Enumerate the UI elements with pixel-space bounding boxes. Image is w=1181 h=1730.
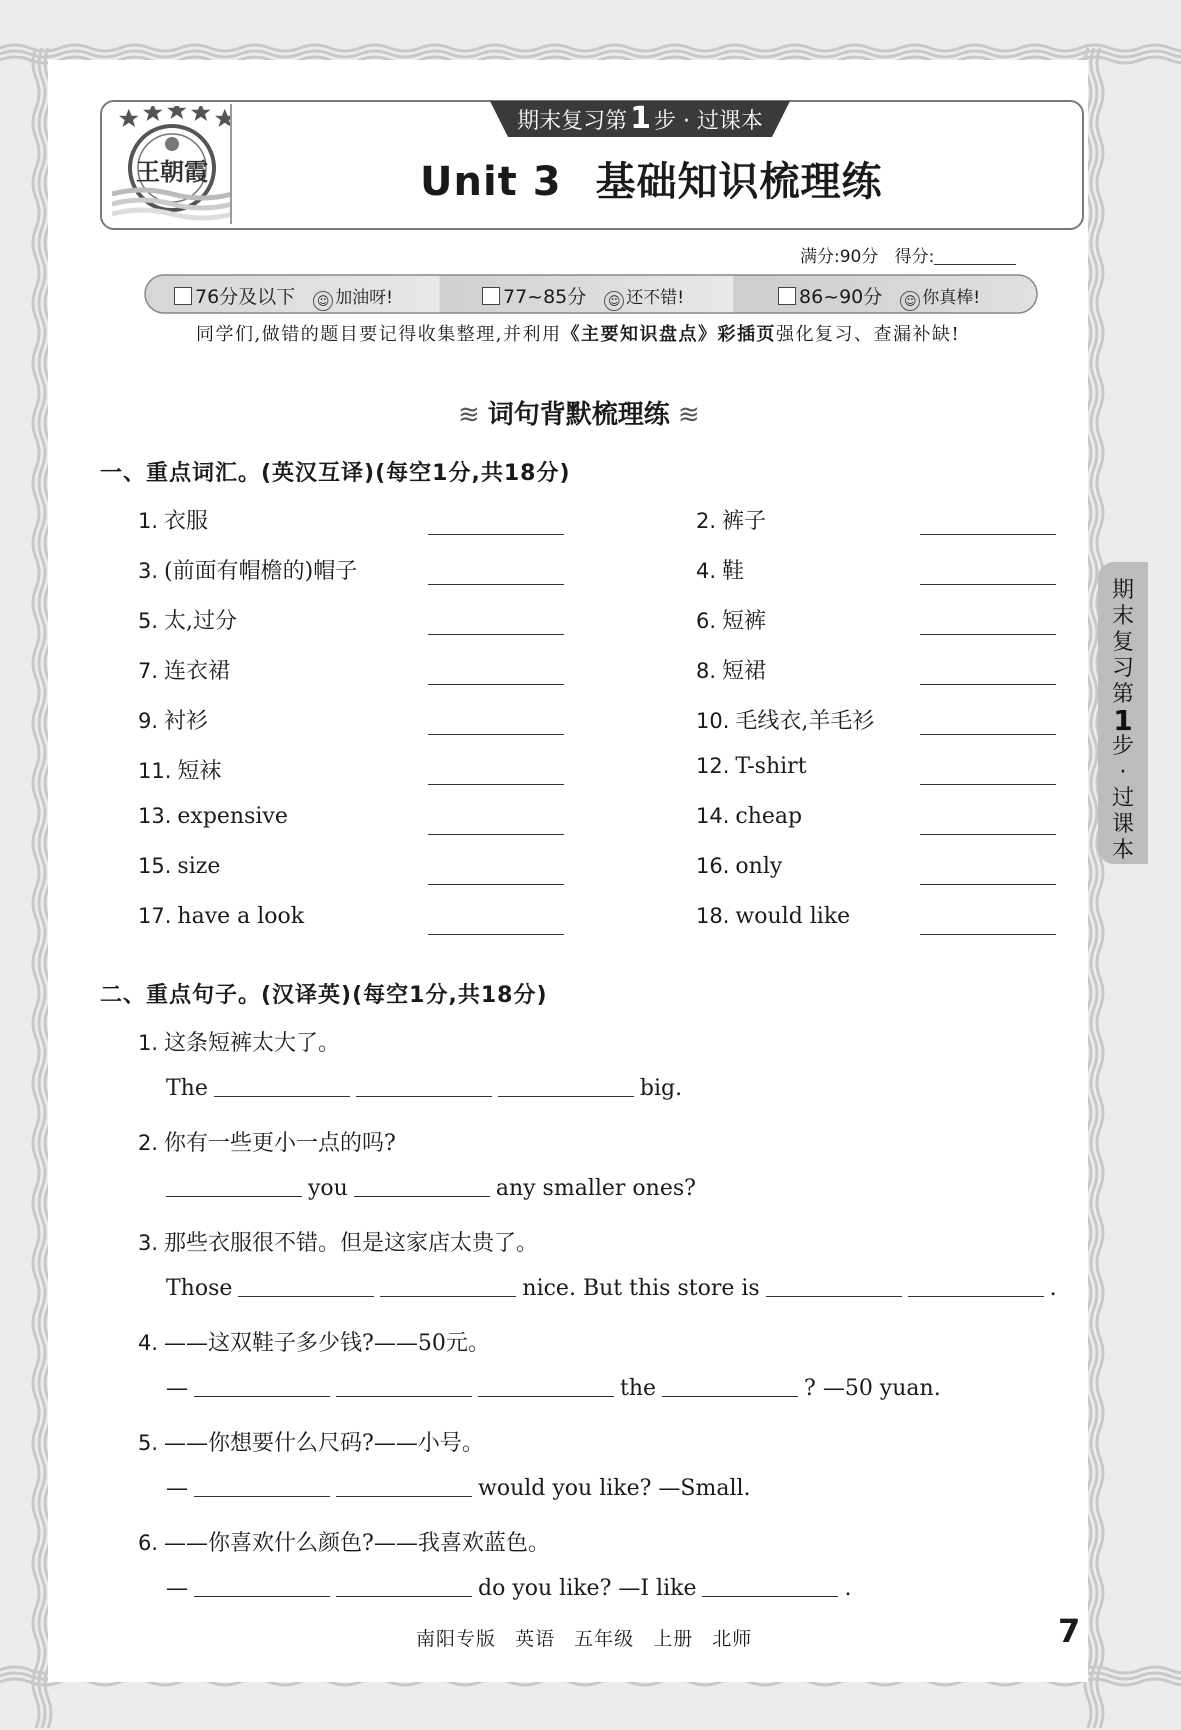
item-number: 3.: [138, 559, 159, 583]
sentence-word: any smaller ones?: [495, 1176, 696, 1201]
unit-subtitle: 基础知识梳理练: [595, 159, 883, 205]
publisher-logo: [112, 106, 232, 222]
vocab-item: [696, 804, 802, 829]
item-prompt: size: [177, 854, 221, 879]
item-number: 13.: [138, 804, 172, 828]
item-prompt: 连衣裙: [164, 659, 231, 684]
sentence-answer-line: [166, 1576, 857, 1601]
notice-post: 强化复习、查漏补缺!: [775, 324, 961, 345]
item-number: 5.: [138, 1431, 159, 1455]
vocab-item: [696, 604, 766, 635]
item-prompt: 短裤: [722, 609, 767, 634]
item-prompt: 短裙: [722, 659, 767, 684]
answer-blank[interactable]: [702, 1576, 838, 1597]
part2-heading: 二、重点句子。(汉译英)(每空1分,共18分): [100, 983, 548, 1008]
answer-blank[interactable]: [428, 734, 564, 735]
answer-blank[interactable]: [920, 584, 1056, 585]
vocab-item: [138, 554, 357, 585]
item-number: 12.: [696, 754, 730, 778]
item-number: 4.: [138, 1331, 159, 1355]
grade-cheer: 你真棒!: [922, 288, 981, 308]
side-tab-step: 1: [1113, 704, 1133, 737]
answer-blank[interactable]: [908, 1276, 1044, 1297]
footer-volume: 上册: [653, 1628, 694, 1650]
svg-text:王朝霞: 王朝霞: [136, 157, 208, 186]
answer-blank[interactable]: [356, 1076, 492, 1097]
answer-blank[interactable]: [214, 1076, 350, 1097]
sentence-chinese: ——这双鞋子多少钱?——50元。: [164, 1331, 490, 1356]
footer-info: [416, 1624, 752, 1651]
item-number: 11.: [138, 759, 172, 783]
answer-blank[interactable]: [428, 784, 564, 785]
sentence-word: —: [166, 1376, 188, 1401]
score-line: [800, 242, 1016, 267]
score-blank[interactable]: [934, 264, 1016, 265]
vocab-item: [138, 654, 230, 685]
sentence-prompt: [138, 1426, 484, 1457]
vocab-item: [138, 804, 288, 829]
item-number: 2.: [138, 1131, 159, 1155]
answer-blank[interactable]: [194, 1476, 330, 1497]
wave-icon: ≋: [677, 400, 700, 430]
page-number: 7: [1058, 1612, 1081, 1650]
sentence-word: you: [308, 1176, 348, 1201]
smiley-icon: ☺: [313, 291, 333, 311]
item-prompt: have a look: [177, 904, 305, 929]
sentence-prompt: [138, 1526, 550, 1557]
footer-subject: 英语: [515, 1628, 556, 1650]
answer-blank[interactable]: [662, 1376, 798, 1397]
smiley-icon: ☺: [604, 291, 624, 311]
footer-publisher: 北师: [712, 1628, 753, 1650]
answer-blank[interactable]: [336, 1476, 472, 1497]
footer-grade: 五年级: [574, 1628, 635, 1650]
logo-divider: [230, 104, 232, 224]
sentence-chinese: 那些衣服很不错。但是这家店太贵了。: [164, 1231, 539, 1256]
notice-text: [196, 320, 960, 346]
side-tab-label: [1108, 578, 1138, 864]
answer-blank[interactable]: [194, 1576, 330, 1597]
sentence-word: The: [166, 1076, 208, 1101]
sentence-prompt: [138, 1026, 340, 1057]
answer-blank[interactable]: [354, 1176, 490, 1197]
vocab-item: [138, 704, 208, 735]
sentence-word: ? —50 yuan.: [804, 1376, 941, 1401]
unit-label: Unit 3: [420, 159, 562, 205]
part1-heading: 一、重点词汇。(英汉互译)(每空1分,共18分): [100, 461, 571, 486]
answer-blank[interactable]: [920, 784, 1056, 785]
answer-blank[interactable]: [920, 884, 1056, 885]
sentence-word: .: [1049, 1276, 1057, 1301]
item-number: 17.: [138, 904, 172, 928]
grade-cheer: 还不错!: [626, 288, 685, 308]
item-number: 5.: [138, 609, 159, 633]
sentence-answer-line: [166, 1476, 757, 1501]
answer-blank[interactable]: [428, 634, 564, 635]
item-number: 6.: [696, 609, 717, 633]
full-score: 满分:90分: [800, 247, 879, 267]
banner-suffix: 步 · 过课本: [653, 109, 763, 134]
banner-prefix: 期末复习第: [517, 109, 628, 134]
item-number: 7.: [138, 659, 159, 683]
sentence-word: —: [166, 1476, 188, 1501]
item-prompt: would like: [735, 904, 851, 929]
item-prompt: 裤子: [722, 509, 767, 534]
answer-blank[interactable]: [428, 834, 564, 835]
item-number: 10.: [696, 709, 730, 733]
sentence-prompt: [138, 1326, 490, 1357]
item-prompt: 鞋: [722, 559, 745, 584]
item-number: 1.: [138, 1031, 159, 1055]
item-number: 1.: [138, 509, 159, 533]
answer-blank[interactable]: [766, 1276, 902, 1297]
answer-blank[interactable]: [238, 1276, 374, 1297]
sentence-word: the: [620, 1376, 657, 1401]
sentence-answer-line: [166, 1276, 1063, 1301]
answer-blank[interactable]: [498, 1076, 634, 1097]
grade-option-high: [778, 282, 980, 311]
notice-bold: 《主要知识盘点》彩插页: [561, 324, 776, 345]
notice-pre: 同学们,做错的题目要记得收集整理,并利用: [196, 324, 562, 345]
answer-blank[interactable]: [428, 534, 564, 535]
wave-icon: ≋: [458, 400, 480, 430]
grade-range: 77~85分: [503, 286, 587, 308]
score-label: 得分:: [894, 247, 935, 267]
vocab-item: [696, 704, 874, 735]
banner-step: 1: [630, 101, 651, 136]
item-prompt: expensive: [177, 804, 288, 829]
answer-blank[interactable]: [194, 1376, 330, 1397]
side-tab-pre: 期 末 复 习 第: [1111, 578, 1134, 707]
answer-blank[interactable]: [428, 934, 564, 935]
sentence-chinese: ——你喜欢什么颜色?——我喜欢蓝色。: [164, 1531, 550, 1556]
answer-blank[interactable]: [166, 1176, 302, 1197]
item-prompt: T-shirt: [735, 754, 807, 779]
sentence-word: —: [166, 1576, 188, 1601]
sentence-chinese: ——你想要什么尺码?——小号。: [164, 1431, 484, 1456]
sentence-answer-line: [166, 1176, 702, 1201]
item-number: 15.: [138, 854, 172, 878]
sentence-word: do you like? —I like: [478, 1576, 697, 1601]
item-number: 3.: [138, 1231, 159, 1255]
section-title: [450, 394, 708, 431]
header-banner: [490, 101, 790, 137]
item-prompt: 短袜: [177, 759, 222, 784]
footer-edition: 南阳专版: [416, 1628, 497, 1650]
sentence-chinese: 你有一些更小一点的吗?: [164, 1131, 396, 1156]
sentence-prompt: [138, 1126, 396, 1157]
answer-blank[interactable]: [380, 1276, 516, 1297]
unit-title: [420, 150, 883, 207]
grade-range: 86~90分: [799, 286, 883, 308]
item-prompt: 衣服: [164, 509, 209, 534]
vocab-item: [138, 604, 237, 635]
item-number: 6.: [138, 1531, 159, 1555]
item-number: 8.: [696, 659, 717, 683]
grade-option-mid: [482, 282, 684, 311]
vocab-item: [696, 904, 850, 929]
item-prompt: cheap: [735, 804, 803, 829]
sentence-word: Those: [166, 1276, 233, 1301]
vocab-item: [696, 754, 807, 779]
answer-blank[interactable]: [478, 1376, 614, 1397]
answer-blank[interactable]: [920, 834, 1056, 835]
item-prompt: 毛线衣,羊毛衫: [735, 709, 875, 734]
sentence-answer-line: [166, 1076, 688, 1101]
vocab-item: [138, 904, 304, 929]
answer-blank[interactable]: [920, 634, 1056, 635]
sentence-answer-line: [166, 1376, 947, 1401]
item-number: 4.: [696, 559, 717, 583]
grade-option-low: [174, 282, 393, 311]
vocab-item: [138, 854, 220, 879]
item-number: 18.: [696, 904, 730, 928]
item-prompt: (前面有帽檐的)帽子: [164, 559, 358, 584]
sentence-word: nice. But this store is: [522, 1276, 760, 1301]
grade-checkbox[interactable]: [778, 287, 796, 305]
section-title-text: 词句背默梳理练: [487, 400, 670, 430]
answer-blank[interactable]: [428, 584, 564, 585]
side-tab-post: 步 · 过 课 本: [1111, 734, 1134, 863]
answer-blank[interactable]: [920, 684, 1056, 685]
vocab-item: [696, 554, 744, 585]
grade-checkbox[interactable]: [174, 287, 192, 305]
grade-range: 76分及以下: [195, 286, 296, 308]
item-number: 16.: [696, 854, 730, 878]
vocab-item: [696, 654, 766, 685]
item-number: 14.: [696, 804, 730, 828]
vocab-item: [696, 854, 782, 879]
sentence-word: big.: [639, 1076, 683, 1101]
sentence-word: would you like? —Small.: [478, 1476, 751, 1501]
item-prompt: only: [735, 854, 783, 879]
answer-blank[interactable]: [336, 1376, 472, 1397]
vocab-item: [138, 754, 221, 785]
item-prompt: 太,过分: [164, 609, 238, 634]
answer-blank[interactable]: [336, 1576, 472, 1597]
vocab-item: [696, 504, 766, 535]
sentence-word: .: [844, 1576, 852, 1601]
grade-checkbox[interactable]: [482, 287, 500, 305]
grade-cheer: 加油呀!: [335, 288, 394, 308]
item-number: 2.: [696, 509, 717, 533]
answer-blank[interactable]: [428, 684, 564, 685]
sentence-prompt: [138, 1226, 538, 1257]
item-number: 9.: [138, 709, 159, 733]
answer-blank[interactable]: [428, 884, 564, 885]
sentence-chinese: 这条短裤太大了。: [164, 1031, 341, 1056]
item-prompt: 衬衫: [164, 709, 209, 734]
answer-blank[interactable]: [920, 934, 1056, 935]
answer-blank[interactable]: [920, 534, 1056, 535]
smiley-icon: ☺: [900, 291, 920, 311]
vocab-item: [138, 504, 208, 535]
answer-blank[interactable]: [920, 734, 1056, 735]
